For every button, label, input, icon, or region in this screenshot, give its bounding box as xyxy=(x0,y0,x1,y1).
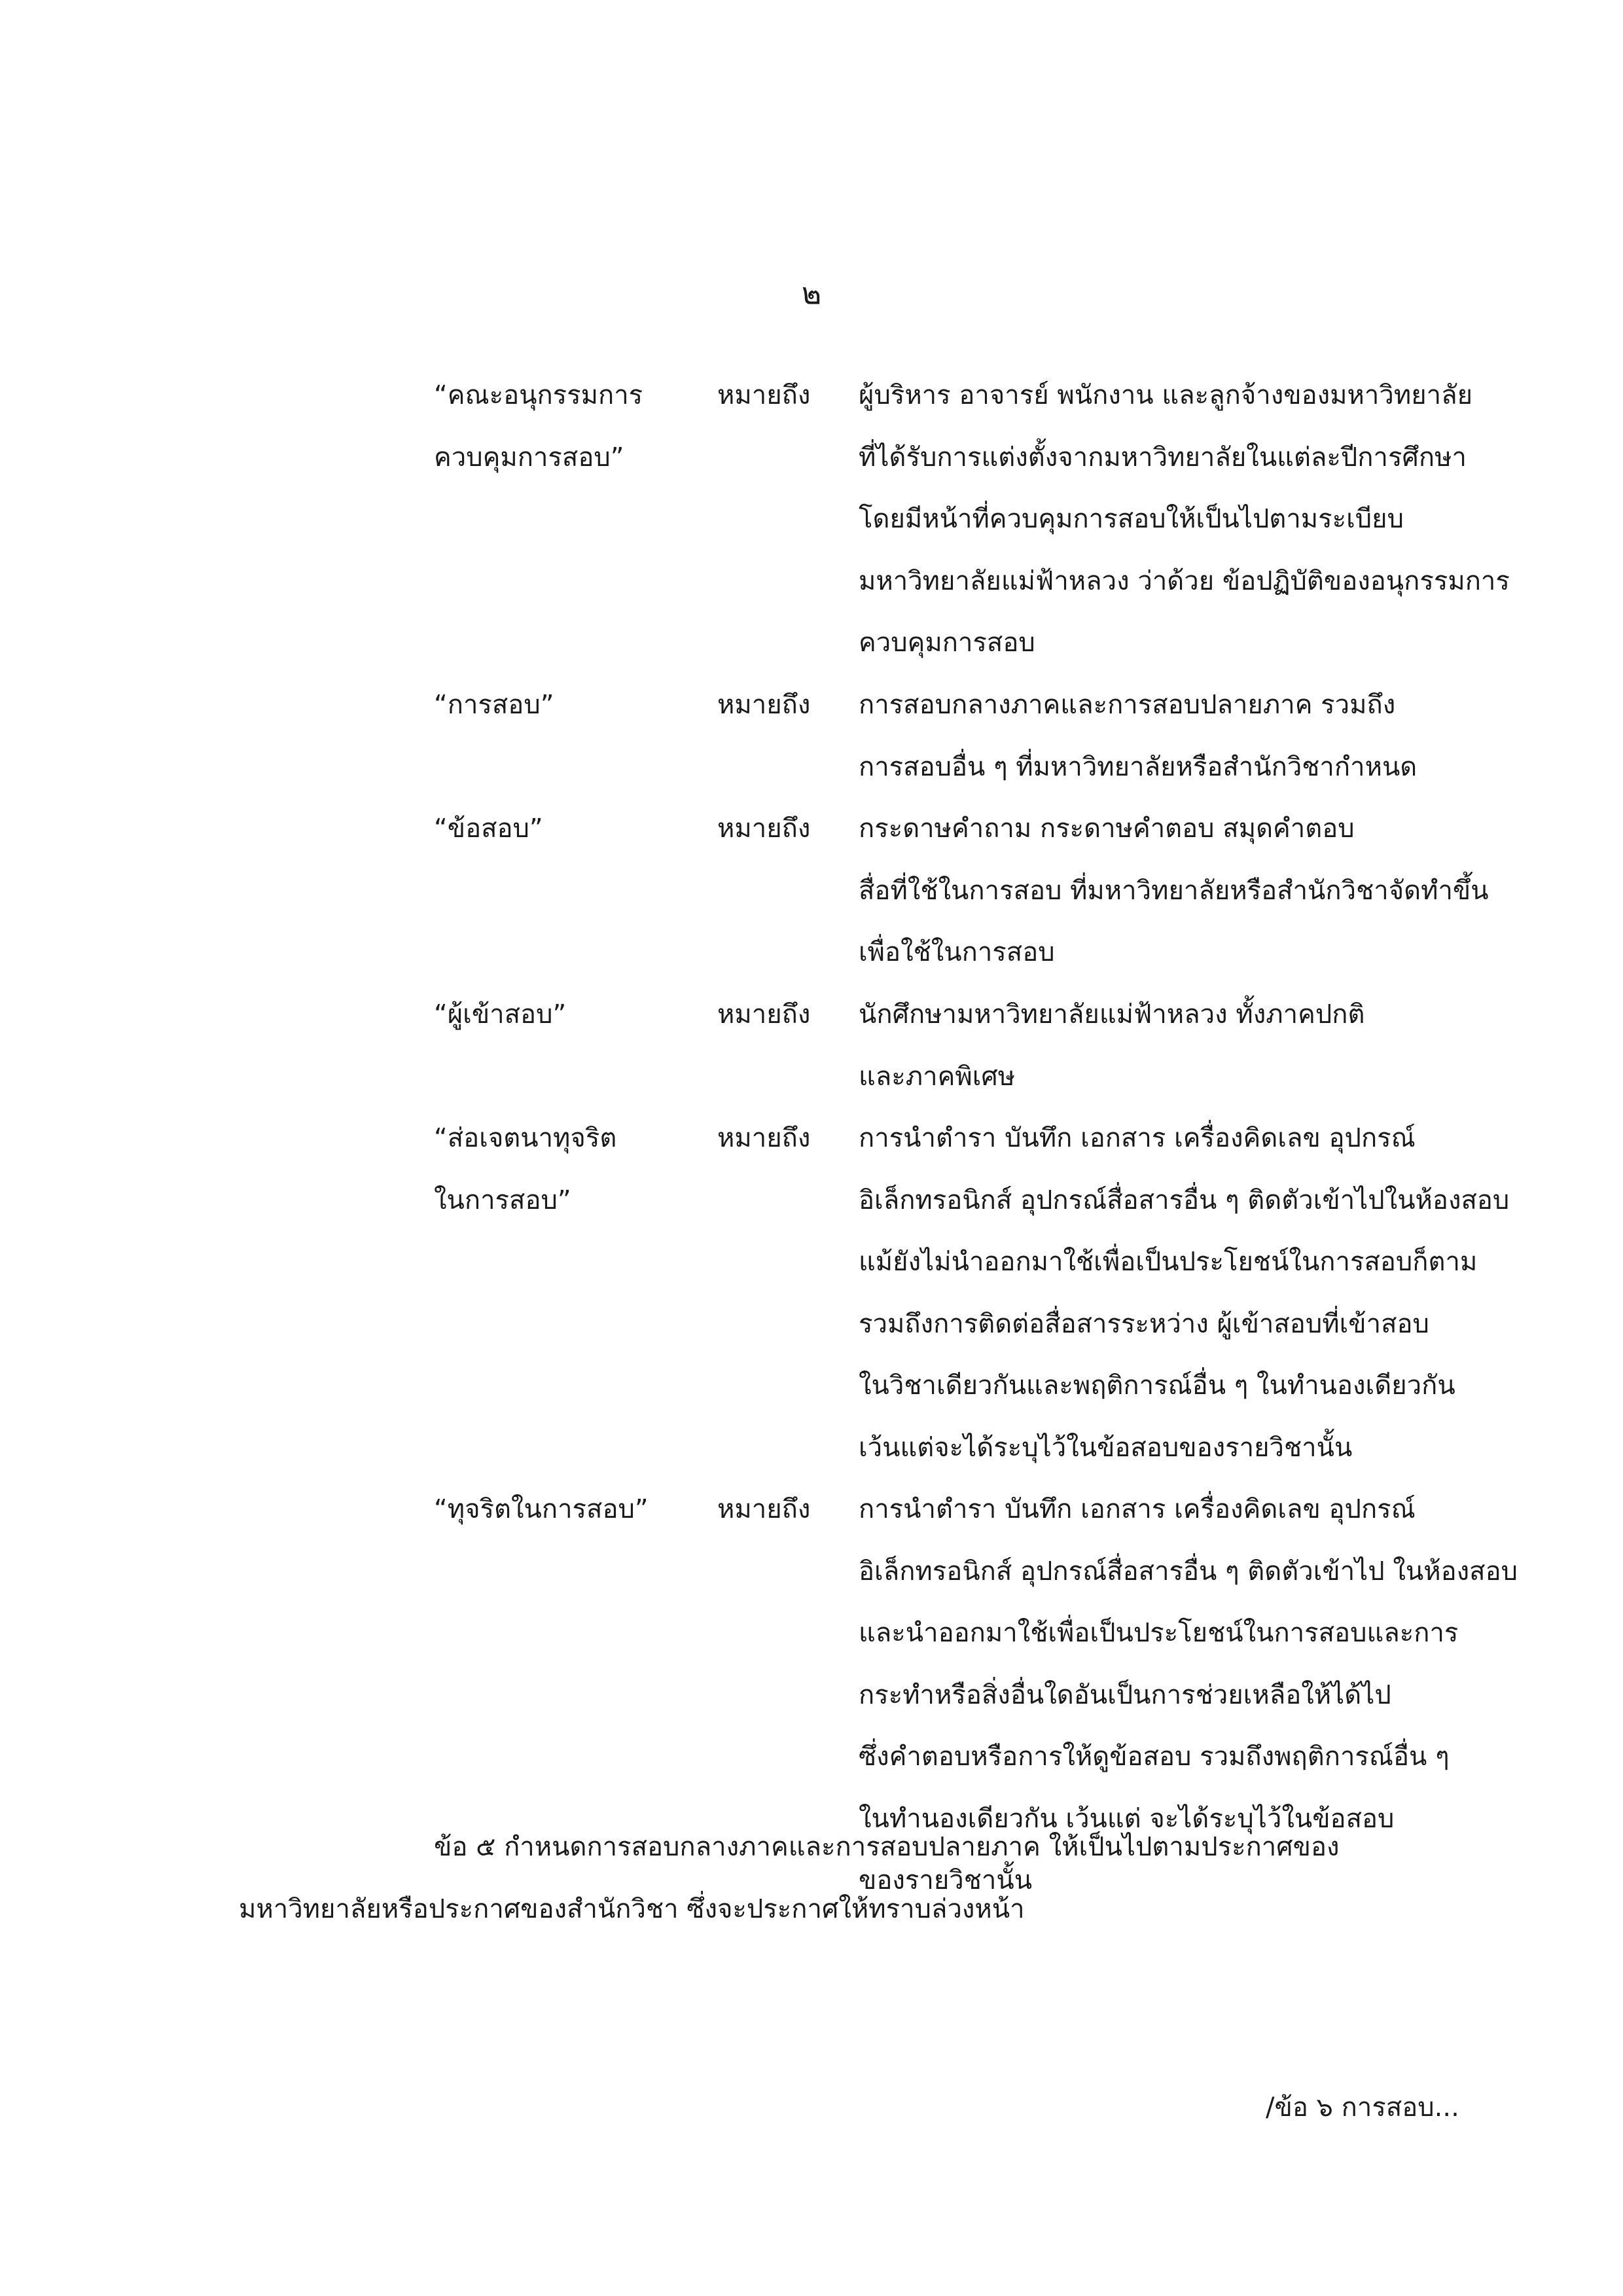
definition-meaning xyxy=(859,798,1487,984)
term-line: “ทุจริตในการสอบ” xyxy=(434,1494,649,1524)
meaning-line: เว้นแต่จะได้ระบุไว้ในข้อสอบของรายวิชานั้น xyxy=(859,1432,1353,1463)
definition-term xyxy=(434,984,696,1046)
term-line: “การสอบ” xyxy=(434,690,554,720)
meaning-line: โดยมีหน้าที่ควบคุมการสอบให้เป็นไปตามระเบียบ xyxy=(859,504,1404,534)
meaning-line: การนำตำรา บันทึก เอกสาร เครื่องคิดเลข อุปกรณ์ xyxy=(859,1494,1416,1524)
meaning-line: ซึ่งคำตอบหรือการให้ดูข้อสอบ รวมถึงพฤติการณ์อื่น ๆ xyxy=(859,1742,1450,1772)
term-line: “ข้อสอบ” xyxy=(434,814,543,844)
definition-term xyxy=(434,798,696,860)
means-label: หมายถึง xyxy=(717,380,811,410)
meaning-line: แม้ยังไม่นำออกมาใช้เพื่อเป็นประโยชน์ในการสอบก็ตาม xyxy=(859,1247,1478,1277)
term-line: “ส่อเจตนาทุจริต xyxy=(434,1123,617,1153)
meaning-line: กระทำหรือสิ่งอื่นใดอันเป็นการช่วยเหลือให้ได้ไป xyxy=(859,1679,1391,1710)
term-line: “คณะอนุกรรมการ xyxy=(434,380,643,410)
meaning-line: อิเล็กทรอนิกส์ อุปกรณ์สื่อสารอื่น ๆ ติดตัวเข้าไปในห้องสอบ xyxy=(859,1185,1510,1215)
meaning-line: ที่ได้รับการแต่งตั้งจากมหาวิทยาลัยในแต่ละปีการศึกษา xyxy=(859,442,1467,473)
meaning-line: ของรายวิชานั้น xyxy=(859,1865,1033,1895)
means-label: หมายถึง xyxy=(717,814,811,844)
meaning-line: นักศึกษามหาวิทยาลัยแม่ฟ้าหลวง ทั้งภาคปกติ xyxy=(859,999,1365,1030)
meaning-line: และนำออกมาใช้เพื่อเป็นประโยชน์ในการสอบและการ xyxy=(859,1618,1459,1648)
definition-meaning xyxy=(859,674,1487,798)
meaning-line: ผู้บริหาร อาจารย์ พนักงาน และลูกจ้างของมหาวิทยาลัย xyxy=(859,380,1473,410)
meaning-line: สื่อที่ใช้ในการสอบ ที่มหาวิทยาลัยหรือสำนักวิชาจัดทำขึ้น xyxy=(859,875,1489,906)
meaning-line: การนำตำรา บันทึก เอกสาร เครื่องคิดเลข อุปกรณ์ xyxy=(859,1123,1416,1153)
definition-term xyxy=(434,674,696,736)
term-line: ในการสอบ” xyxy=(434,1185,571,1215)
term-line: “ผู้เข้าสอบ” xyxy=(434,999,567,1030)
clause-5-line-2: มหาวิทยาลัยหรือประกาศของสำนักวิชา ซึ่งจะประกาศให้ทราบล่วงหน้า xyxy=(239,1894,1025,1924)
means-label: หมายถึง xyxy=(717,690,811,720)
definition-term xyxy=(434,365,696,488)
means-label: หมายถึง xyxy=(717,1494,811,1524)
means-label: หมายถึง xyxy=(717,1123,811,1153)
meaning-line: อิเล็กทรอนิกส์ อุปกรณ์สื่อสารอื่น ๆ ติดตัวเข้าไป ในห้องสอบ xyxy=(859,1556,1518,1587)
meaning-line: ในทำนองเดียวกัน เว้นแต่ จะได้ระบุไว้ในข้อสอบ xyxy=(859,1803,1395,1834)
meaning-line: มหาวิทยาลัยแม่ฟ้าหลวง ว่าด้วย ข้อปฏิบัติของอนุกรรมการ xyxy=(859,565,1510,596)
definition-term xyxy=(434,1479,696,1541)
meaning-line: การสอบอื่น ๆ ที่มหาวิทยาลัยหรือสำนักวิชากำหนด xyxy=(859,751,1418,782)
meaning-line: รวมถึงการติดต่อสื่อสารระหว่าง ผู้เข้าสอบที่เข้าสอบ xyxy=(859,1308,1429,1339)
definition-meaning xyxy=(859,365,1510,674)
means-label: หมายถึง xyxy=(717,999,811,1030)
meaning-line: และภาคพิเศษ xyxy=(859,1061,1016,1092)
meaning-line: ควบคุมการสอบ xyxy=(859,628,1035,658)
term-line: ควบคุมการสอบ” xyxy=(434,442,624,473)
clause-5-line-1: ข้อ ๕ กำหนดการสอบกลางภาคและการสอบปลายภาค ให้เป็นไปตามประกาศของ xyxy=(434,1832,1340,1862)
meaning-line: การสอบกลางภาคและการสอบปลายภาค รวมถึง xyxy=(859,690,1396,720)
definition-meaning xyxy=(859,984,1487,1107)
meaning-line: กระดาษคำถาม กระดาษคำตอบ สมุดคำตอบ xyxy=(859,814,1355,844)
page-number: ๒ xyxy=(801,276,822,311)
definition-meaning xyxy=(859,1107,1510,1479)
meaning-line: ในวิชาเดียวกันและพฤติการณ์อื่น ๆ ในทำนองเดียวกัน xyxy=(859,1371,1455,1401)
continuation-note: /ข้อ ๖ การสอบ... xyxy=(1266,2092,1459,2123)
meaning-line: เพื่อใช้ในการสอบ xyxy=(859,937,1055,967)
definition-term xyxy=(434,1107,696,1231)
